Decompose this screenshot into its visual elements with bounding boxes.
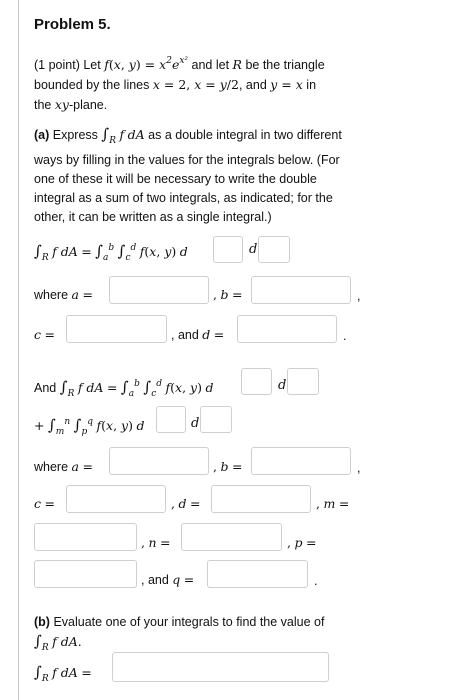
result-input[interactable] xyxy=(112,652,329,682)
integral-2-p-label: , p = xyxy=(287,535,317,550)
integral-2-a-input[interactable] xyxy=(109,447,209,475)
integral-1-differential-2-input[interactable] xyxy=(258,236,290,263)
d-label: d xyxy=(278,378,287,393)
integral-2-where-a-label: where a = xyxy=(34,459,93,474)
integral-1-expression: $\int_R$ f dA = $\int_a^b$ $\int_c^d$ f(x, y) d xyxy=(34,242,188,263)
integral-2-m-input[interactable] xyxy=(34,523,137,551)
integral-2-differential-2-input[interactable] xyxy=(287,368,319,395)
integral-1-c-input[interactable] xyxy=(66,315,167,343)
d-label: d xyxy=(249,242,258,257)
integral-2-q-label: , and q = xyxy=(141,572,195,587)
integral-2-m-label: , m = xyxy=(316,496,350,511)
integral-2-b-input[interactable] xyxy=(251,447,351,475)
integral-3-expression: + $\int_m^n$ $\int_p^q$ f(x, y) d xyxy=(34,416,145,437)
integral-1-where-a-label: where a = xyxy=(34,287,93,302)
problem-panel: Problem 5. (1 point) Let f(x, $y) = x^2e^{x^2}$ and let R be the triangle bounded by the lines x = 2, x = y/2, and y = x in the xy-plane. (a) Express $\int_R$ f dA as a double integral in two different ways by filling in the values for the integrals below. (For one of these it will be necessary to write the double integral as a sum of two integrals, as indicated; for the other, it can be written as a single integral.) $\int_R$ f dA = $\int_a^b$ $\int_c^d$ f(x, y) d d where a = , b = , c = , and d = . And $\int_R$ f dA = $\int_a^b$ $\int_c^d$ f(x, y) d d + $\int_m^n$ $\int_p^q$ f(x, y) d d where a = , b = , c = , d = , m = , n = , p = , and q = . (b) Evaluate one of your integrals to find the value of $\int_R$ f dA. $\int_R$ f dA = xyxy=(18,0,448,700)
problem-title: Problem 5. xyxy=(34,16,111,33)
integral-2-p-input[interactable] xyxy=(34,560,137,588)
integral-1-b-label: , b = xyxy=(213,287,243,302)
integral-1-c-label: c = xyxy=(34,327,55,342)
integral-2-n-label: , n = xyxy=(141,535,171,550)
problem-intro: (1 point) Let f(x, $y) = x^2e^{x^2}$ and let R be the triangle bounded by the lines x = 2, x = y/2, and y = x in the xy-plane. xyxy=(34,56,325,112)
integral-1-b-input[interactable] xyxy=(251,276,351,304)
part-b-instructions: (b) Evaluate one of your integrals to find the value of $\int_R$ f dA. xyxy=(34,615,325,653)
integral-1-differential-1-input[interactable] xyxy=(213,236,243,263)
integral-2-d-label: , d = xyxy=(171,496,201,511)
integral-2-c-input[interactable] xyxy=(66,485,166,513)
integral-2-q-input[interactable] xyxy=(207,560,308,588)
integral-1-d-input[interactable] xyxy=(237,315,337,343)
integral-2-n-input[interactable] xyxy=(181,523,282,551)
integral-1-d-label: , and d = xyxy=(171,327,225,342)
integral-3-differential-2-input[interactable] xyxy=(200,406,232,433)
integral-1-a-input[interactable] xyxy=(109,276,209,304)
integral-2-d-input[interactable] xyxy=(211,485,311,513)
integral-2-expression: And $\int_R$ f dA = $\int_a^b$ $\int_c^d$ f(x, y) d xyxy=(34,378,214,399)
integral-2-differential-1-input[interactable] xyxy=(241,368,272,395)
part-a-instructions: (a) Express $\int_R$ f dA as a double integral in two different ways by filling in the values for the integrals below. (For one of these it will be necessary to write the double integral as a sum of two integrals, as indicated; for the other, it can be written as a single integral.) xyxy=(34,125,342,224)
result-label: $\int_R$ f dA = xyxy=(34,663,92,684)
points-label: (1 point) xyxy=(34,58,80,72)
d-label: d xyxy=(191,416,200,431)
integral-2-b-label: , b = xyxy=(213,459,243,474)
integral-2-c-label: c = xyxy=(34,496,55,511)
integral-3-differential-1-input[interactable] xyxy=(156,406,186,433)
